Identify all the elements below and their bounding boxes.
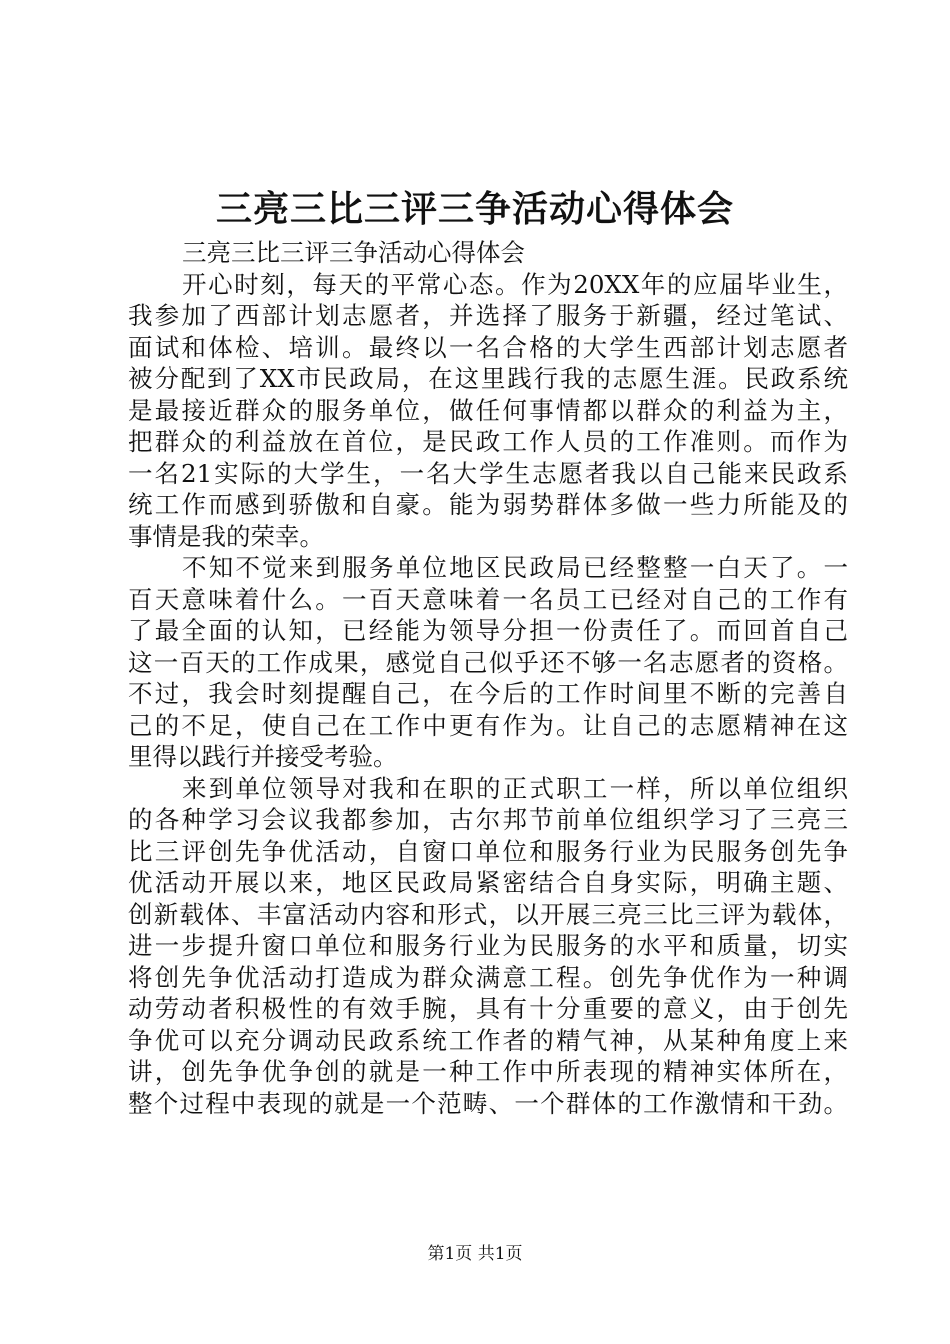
text-line: 事情是我的荣幸。 — [128, 521, 324, 551]
text-line: 的各种学习会议我都参加，古尔邦节前单位组织学习了三亮三 — [128, 805, 848, 834]
text-line: 来到单位领导对我和在职的正式职工一样，所以单位组织 — [182, 773, 848, 803]
text-line: 不知不觉来到服务单位地区民政局已经整整一白天了。一 — [182, 553, 848, 582]
document-body — [128, 237, 848, 1119]
text-line: 优活动开展以来，地区民政局紧密结合自身实际，明确主题、 — [128, 868, 848, 897]
text-line: 了最全面的认知，已经能为领导分担一份责任了。而回首自己 — [128, 616, 848, 645]
text-line: 三亮三比三评三争活动心得体会 — [182, 238, 525, 267]
text-line: 一名21实际的大学生，一名大学生志愿者我以自己能来民政系 — [128, 458, 848, 488]
text-line: 里得以践行并接受考验。 — [128, 742, 398, 771]
text-line: 被分配到了XX市民政局，在这里践行我的志愿生涯。民政系统 — [128, 364, 848, 393]
text-line: 进一步提升窗口单位和服务行业为民服务的水平和质量，切实 — [128, 931, 848, 960]
text-line: 是最接近群众的服务单位，做任何事情都以群众的利益为主， — [128, 395, 848, 425]
text-line: 我参加了西部计划志愿者，并选择了服务于新疆，经过笔试、 — [128, 301, 848, 330]
document-title: 三亮三比三评三争活动心得体会 — [215, 188, 734, 230]
text-line: 动劳动者积极性的有效手腕，具有十分重要的意义，由于创先 — [128, 994, 848, 1023]
page-footer: 第1页 共1页 — [427, 1244, 523, 1264]
text-line: 这一百天的工作成果，感觉自己似乎还不够一名志愿者的资格。 — [128, 647, 848, 677]
text-line: 将创先争优活动打造成为群众满意工程。创先争优作为一种调 — [128, 962, 848, 992]
text-line: 比三评创先争优活动，自窗口单位和服务行业为民服务创先争 — [128, 836, 848, 866]
text-line: 己的不足，使自己在工作中更有作为。让自己的志愿精神在这 — [128, 710, 848, 740]
text-line: 创新载体、丰富活动内容和形式，以开展三亮三比三评为载体， — [128, 899, 848, 929]
text-line: 百天意味着什么。一百天意味着一名员工已经对自己的工作有 — [128, 584, 848, 614]
text-line: 把群众的利益放在首位，是民政工作人员的工作准则。而作为 — [128, 427, 848, 456]
text-line: 统工作而感到骄傲和自豪。能为弱势群体多做一些力所能及的 — [128, 490, 848, 519]
text-line: 面试和体检、培训。最终以一名合格的大学生西部计划志愿者 — [128, 332, 848, 362]
text-line: 讲，创先争优争创的就是一种工作中所表现的精神实体所在， — [128, 1057, 848, 1086]
text-line: 争优可以充分调动民政系统工作者的精气神，从某种角度上来 — [128, 1025, 848, 1055]
text-line: 不过，我会时刻提醒自己，在今后的工作时间里不断的完善自 — [128, 679, 848, 708]
text-line: 整个过程中表现的就是一个范畴、一个群体的工作激情和干劲。 — [128, 1088, 848, 1118]
text-line: 开心时刻，每天的平常心态。作为20XX年的应届毕业生， — [182, 269, 848, 299]
